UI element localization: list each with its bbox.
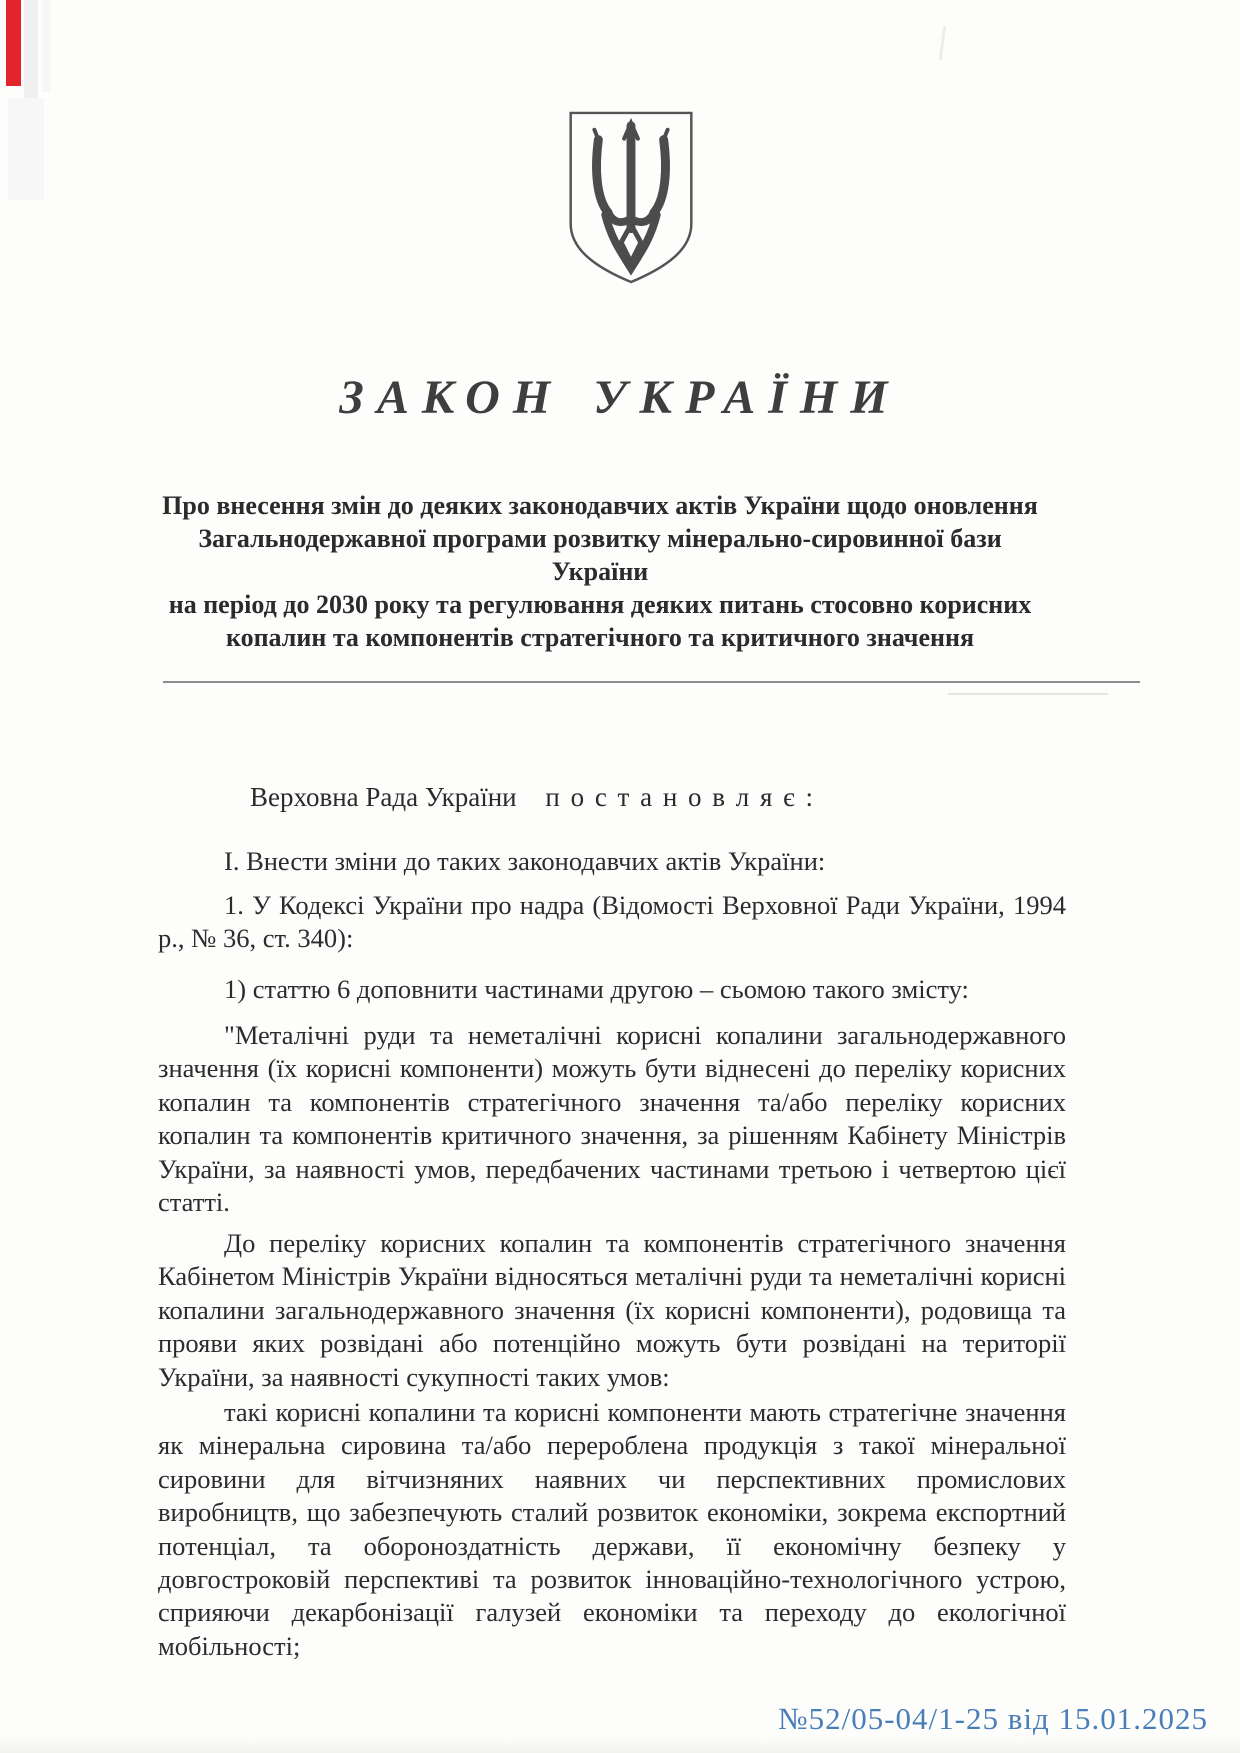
- subtitle-underline: [163, 681, 1140, 683]
- paragraph-metallic-ores: "Металічні руди та неметалічні корисні копалини загальнодержавного значення (їх корисні компоненти) можуть бути віднесені до переліку корисних копалин та компонентів стратегічного значення та/або переліку корисних копалин та компонентів критичного значення, за рішенням Кабінету Міністрів України, за наявності умов, передбачених частинами третьою і четвертою цієї статті.: [158, 1020, 1066, 1218]
- title-word-ukrainy: УКРАЇНИ: [593, 371, 901, 424]
- enacting-verb: п о с т а н о в л я є :: [545, 782, 816, 812]
- subtitle-line: Про внесення змін до деяких законодавчих актів України щодо оновлення: [162, 491, 1038, 520]
- paragraph-code-reference: 1. У Кодексі України про надра (Відомості Верховної Ради України, 1994 р., № 36, ст. 340):: [158, 890, 1066, 954]
- paragraph-strategic-value: такі корисні копалини та корисні компоненти мають стратегічне значення як мінеральна сировина та/або перероблена продукція з такої мінеральної сировини для вітчизняних наявних чи перспективних промислових виробництв, що забезпечують сталий розвиток економіки, зокрема експортний потенціал, та обороноздатність держави, її економічну безпеку у довгостроковій перспективі та розвиток інноваційно-технологічного устрою, сприяючи декарбонізації галузей економіки та переходу до екологічної мобільності;: [158, 1397, 1066, 1661]
- document-title: [0, 370, 1240, 425]
- registration-number: №52/05-04/1-25 від 15.01.2025: [778, 1701, 1208, 1736]
- subtitle-line: Загальнодержавної програми розвитку мінерально-сировинної бази України: [198, 524, 1002, 586]
- subtitle-line: на період до 2030 року та регулювання деяких питань стосовно корисних: [168, 590, 1032, 619]
- paragraph-strategic-list: До переліку корисних копалин та компонентів стратегічного значення Кабінетом Міністрів України відносяться металічні руди та неметалічні корисні копалини загальнодержавного значення (їх корисні компоненти), родовища та прояви яких розвідані або потенційно можуть бути розвідані на території України, за наявності сукупності таких умов:: [158, 1228, 1066, 1392]
- enacting-prefix: Верховна Рада України: [250, 782, 517, 812]
- scan-blotch: [8, 98, 44, 200]
- law-name-subtitle: [160, 489, 1040, 654]
- enacting-formula: [250, 782, 815, 813]
- scan-bottom-band: [0, 1737, 1240, 1753]
- ukraine-trident-emblem-icon: [560, 108, 702, 286]
- scan-streak: [42, 0, 50, 92]
- subtitle-line: копалин та компонентів стратегічного та критичного значення: [225, 623, 975, 652]
- paragraph-section-I: I. Внести зміни до таких законодавчих актів України:: [224, 846, 826, 876]
- scan-streak: [24, 0, 38, 98]
- red-corner-mark: [6, 0, 21, 86]
- scan-scratch: [939, 26, 947, 60]
- title-word-zakon: ЗАКОН: [339, 371, 564, 424]
- paragraph-item-1: 1) статтю 6 доповнити частинами другою – сьомою такого змісту:: [224, 974, 969, 1004]
- subtitle-underline-echo: [948, 693, 1108, 695]
